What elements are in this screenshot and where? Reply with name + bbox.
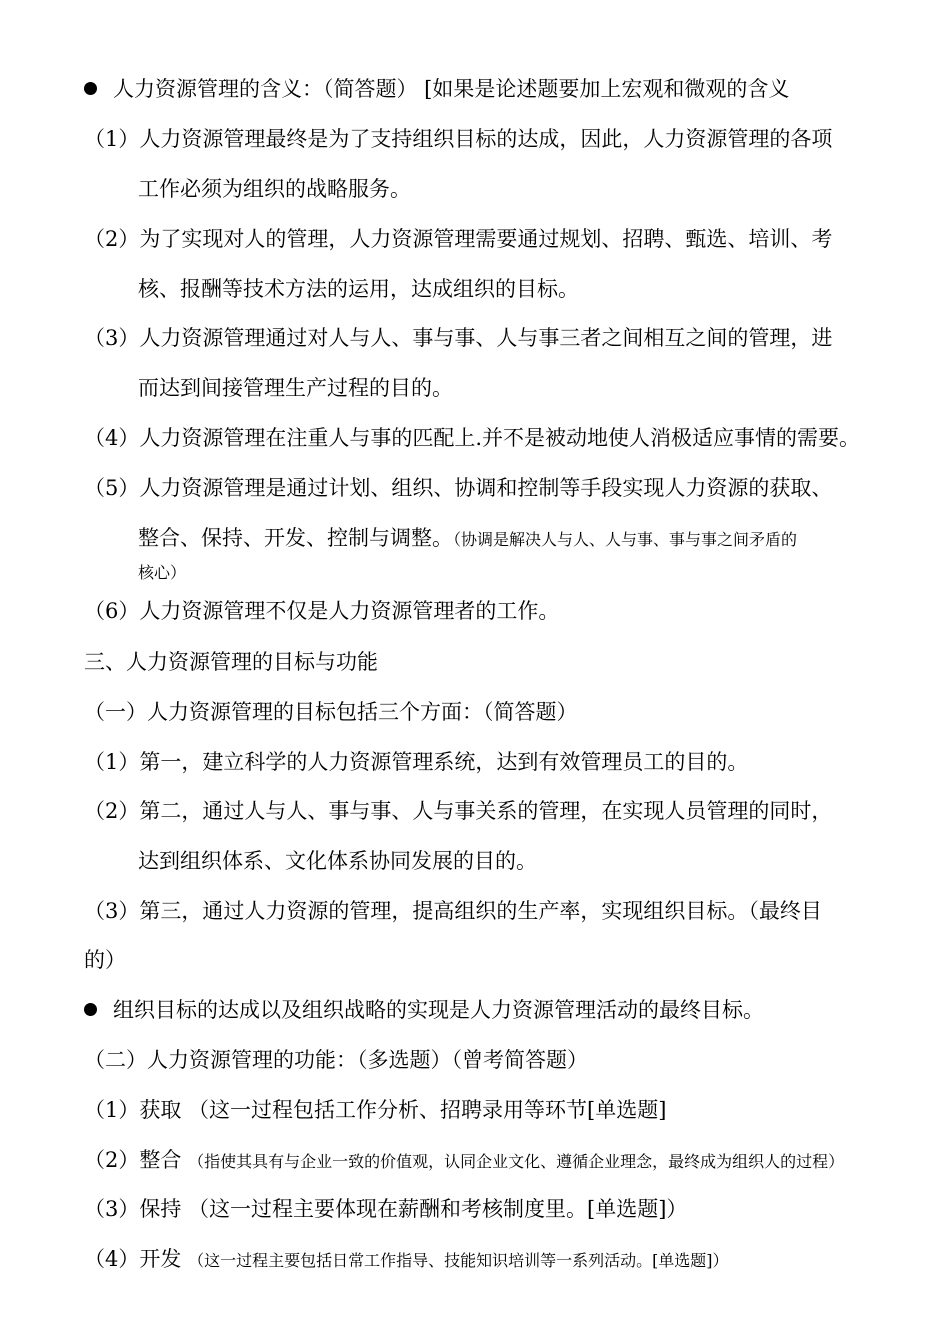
- function-2-line: [84, 1147, 844, 1175]
- bullet-line-ultimate-goal: [84, 997, 764, 1023]
- point-6-line: （6）人力资源管理不仅是人力资源管理者的工作。: [84, 599, 560, 623]
- bullet-icon: [84, 82, 97, 95]
- point-5-note-line-2: 核心）: [138, 563, 187, 582]
- point-3-line-2: 而达到间接管理生产过程的目的。: [138, 376, 453, 400]
- point-2-line-2: 核、报酬等技术方法的运用，达成组织的目标。: [138, 277, 579, 301]
- point-4-line: （4）人力资源管理在注重人与事的匹配上.并不是被动地使人消极适应事情的需要。: [84, 426, 861, 450]
- point-1-line-1: （1）人力资源管理最终是为了支持组织目标的达成，因此，人力资源管理的各项: [84, 127, 833, 151]
- point-3-line-1: （3）人力资源管理通过对人与人、事与事、人与事三者之间相互之间的管理，进: [84, 326, 833, 350]
- function-4-line: [84, 1246, 729, 1274]
- line-text: 组织目标的达成以及组织战略的实现是人力资源管理活动的最终目标。: [113, 998, 764, 1022]
- goal-3-line-2: 的）: [84, 948, 126, 972]
- bullet-line-hrm-meaning: [84, 76, 789, 102]
- goal-2-line-1: （2）第二，通过人与人、事与事、人与事关系的管理，在实现人员管理的同时，: [84, 799, 833, 823]
- point-5-line-1: （5）人力资源管理是通过计划、组织、协调和控制等手段实现人力资源的获取、: [84, 476, 833, 500]
- point-5-text: 整合、保持、开发、控制与调整。: [138, 526, 453, 550]
- function-4-note: （这一过程主要包括日常工作指导、技能知识培训等一系列活动。[单选题]）: [188, 1251, 729, 1270]
- point-5-note: （协调是解决人与人、人与事、事与事之间矛盾的: [453, 530, 798, 549]
- function-2-label: （2）整合: [84, 1148, 182, 1172]
- subsection-goals-heading: （一）人力资源管理的目标包括三个方面：（简答题）: [84, 700, 578, 724]
- goal-2-line-2: 达到组织体系、文化体系协同发展的目的。: [138, 849, 537, 873]
- point-1-line-2: 工作必须为组织的战略服务。: [138, 177, 411, 201]
- line-text: 人力资源管理的含义：（简答题） [如果是论述题要加上宏观和微观的含义: [113, 77, 790, 101]
- bullet-icon: [84, 1003, 97, 1016]
- function-3-line: （3）保持 （这一过程主要体现在薪酬和考核制度里。[单选题]）: [84, 1197, 688, 1221]
- goal-3-line-1: （3）第三，通过人力资源的管理，提高组织的生产率，实现组织目标。（最终目: [84, 899, 822, 923]
- point-5-line-2: [138, 525, 797, 553]
- function-2-note: （指使其具有与企业一致的价值观，认同企业文化、遵循企业理念，最终成为组织人的过程）: [188, 1152, 845, 1171]
- point-2-line-1: （2）为了实现对人的管理，人力资源管理需要通过规划、招聘、甄选、培训、考: [84, 227, 833, 251]
- function-1-line: （1）获取 （这一过程包括工作分析、招聘录用等环节[单选题]: [84, 1098, 667, 1122]
- subsection-functions-heading: （二）人力资源管理的功能：（多选题）（曾考简答题）: [84, 1048, 588, 1072]
- goal-1-line: （1）第一，建立科学的人力资源管理系统，达到有效管理员工的目的。: [84, 750, 749, 774]
- section-heading: 三、人力资源管理的目标与功能: [84, 650, 378, 674]
- function-4-label: （4）开发: [84, 1247, 182, 1271]
